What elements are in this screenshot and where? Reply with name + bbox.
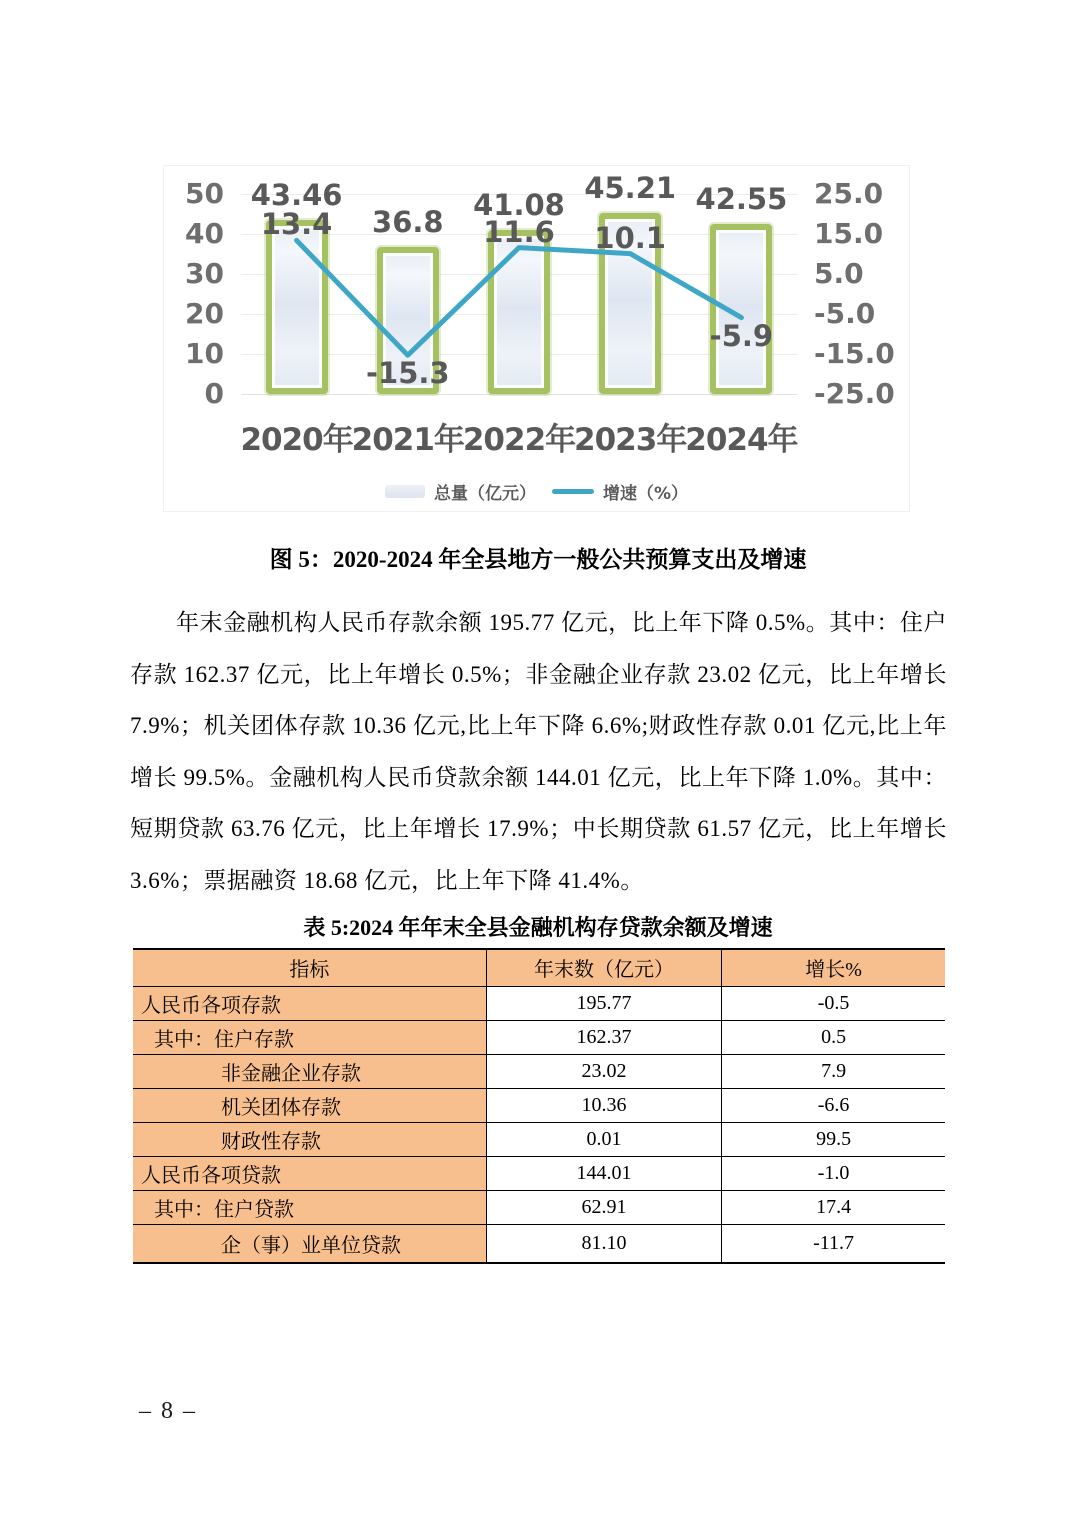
growth-value-cell: -0.5 — [722, 986, 945, 1020]
growth-value-cell: -1.0 — [722, 1156, 945, 1190]
table-row — [133, 1190, 945, 1224]
left-axis-tick: 0 — [204, 377, 224, 410]
growth-value-cell: -6.6 — [722, 1088, 945, 1122]
growth-value-cell: 17.4 — [722, 1190, 945, 1224]
growth-value-cell: 7.9 — [722, 1054, 945, 1088]
growth-value-cell: 0.5 — [722, 1020, 945, 1054]
line-value-label: 13.4 — [260, 207, 333, 242]
year-end-value-cell: 195.77 — [486, 986, 721, 1020]
right-axis-tick: 25.0 — [814, 177, 884, 210]
table-row — [133, 1224, 945, 1263]
indicator-cell: 其中：住户贷款 — [133, 1190, 486, 1224]
gridline — [241, 394, 797, 395]
growth-value-cell: -11.7 — [722, 1224, 945, 1263]
year-end-value-cell: 81.10 — [486, 1224, 721, 1263]
budget-chart — [163, 165, 910, 512]
year-end-value-cell: 144.01 — [486, 1156, 721, 1190]
figure-caption: 图 5：2020-2024 年全县地方一般公共预算支出及增速 — [269, 547, 807, 572]
growth-line-path — [297, 240, 742, 355]
left-axis-tick: 10 — [185, 337, 224, 370]
line-value-label: -5.9 — [709, 318, 774, 353]
year-end-value-cell: 10.36 — [486, 1088, 721, 1122]
indicator-cell: 企（事）业单位贷款 — [133, 1224, 486, 1263]
chart-left-axis — [172, 177, 224, 410]
table-header-cell: 年末数（亿元） — [486, 949, 721, 986]
right-axis-tick: 15.0 — [814, 217, 884, 250]
table-row — [133, 1122, 945, 1156]
bar-value-label: 45.21 — [584, 171, 677, 206]
chart-plot-area — [241, 171, 797, 394]
table-row — [133, 1020, 945, 1054]
indicator-cell: 财政性存款 — [133, 1122, 486, 1156]
right-axis-tick: -25.0 — [814, 377, 895, 410]
year-end-value-cell: 162.37 — [486, 1020, 721, 1054]
x-axis-label: 2021年 — [351, 422, 464, 458]
left-axis-tick: 20 — [185, 297, 224, 330]
body-paragraph: 年末金融机构人民币存款余额 195.77 亿元，比上年下降 0.5%。其中：住户存款 162.37 亿元，比上年增长 0.5%；非金融企业存款 23.02 亿元，比上年增长 7.9%；机关团体存款 10.36 亿元,比上年下降 6.6%;财政性存款 0.01 亿元,比上年增长 99.5%。金融机构人民币贷款余额 144.01 亿元，比上年下降 1.0%。其中：短期贷款 63.76 亿元，比上年增长 17.9%；中长期贷款 61.57 亿元，比上年增长 3.6%；票据融资 18.68 亿元，比上年下降 41.4%。 — [130, 610, 947, 893]
bar-value-label: 36.8 — [372, 204, 444, 239]
bar-legend-label: 总量（亿元） — [433, 483, 536, 504]
legend-item-total — [385, 479, 536, 504]
right-axis-tick: -15.0 — [814, 337, 895, 370]
year-end-value-cell: 0.01 — [486, 1122, 721, 1156]
bar-legend-swatch-icon — [385, 485, 425, 498]
table-header-row — [133, 949, 945, 986]
line-value-label: -15.3 — [366, 356, 450, 391]
table-row — [133, 1156, 945, 1190]
bar-value-label: 41.08 — [473, 187, 565, 222]
page-number: – 8 – — [139, 1398, 197, 1424]
right-axis-tick: -5.0 — [814, 297, 876, 330]
legend-item-growth — [552, 479, 688, 504]
year-end-value-cell: 23.02 — [486, 1054, 721, 1088]
line-legend-swatch-icon — [552, 489, 594, 494]
chart-legend — [164, 476, 909, 506]
table-header-cell: 增长% — [722, 949, 945, 986]
x-axis-label: 2023年 — [574, 422, 687, 458]
table-row — [133, 986, 945, 1020]
right-axis-tick: 5.0 — [814, 257, 864, 290]
indicator-cell: 人民币各项贷款 — [133, 1156, 486, 1190]
table-caption: 表 5:2024 年年末全县金融机构存贷款余额及增速 — [303, 915, 773, 940]
indicator-cell: 机关团体存款 — [133, 1088, 486, 1122]
table-row — [133, 1088, 945, 1122]
line-value-label: 11.6 — [483, 214, 555, 249]
chart-right-axis — [814, 177, 909, 410]
x-axis-label: 2022年 — [462, 422, 576, 458]
bar-value-label: 43.46 — [250, 178, 343, 213]
bar-value-label: 42.55 — [695, 181, 788, 216]
table-row — [133, 1054, 945, 1088]
indicator-cell: 非金融企业存款 — [133, 1054, 486, 1088]
indicator-cell: 其中：住户存款 — [133, 1020, 486, 1054]
year-end-value-cell: 62.91 — [486, 1190, 721, 1224]
line-value-label: 10.1 — [594, 220, 666, 255]
x-axis-label: 2024年 — [685, 422, 798, 458]
finance-table — [133, 948, 945, 1264]
indicator-cell: 人民币各项存款 — [133, 986, 486, 1020]
table-header-cell: 指标 — [133, 949, 486, 986]
line-legend-label: 增速（%） — [602, 483, 689, 504]
left-axis-tick: 50 — [185, 177, 224, 210]
left-axis-tick: 30 — [185, 257, 224, 290]
growth-value-cell: 99.5 — [722, 1122, 945, 1156]
x-axis-label: 2020年 — [240, 422, 353, 458]
left-axis-tick: 40 — [185, 217, 224, 250]
